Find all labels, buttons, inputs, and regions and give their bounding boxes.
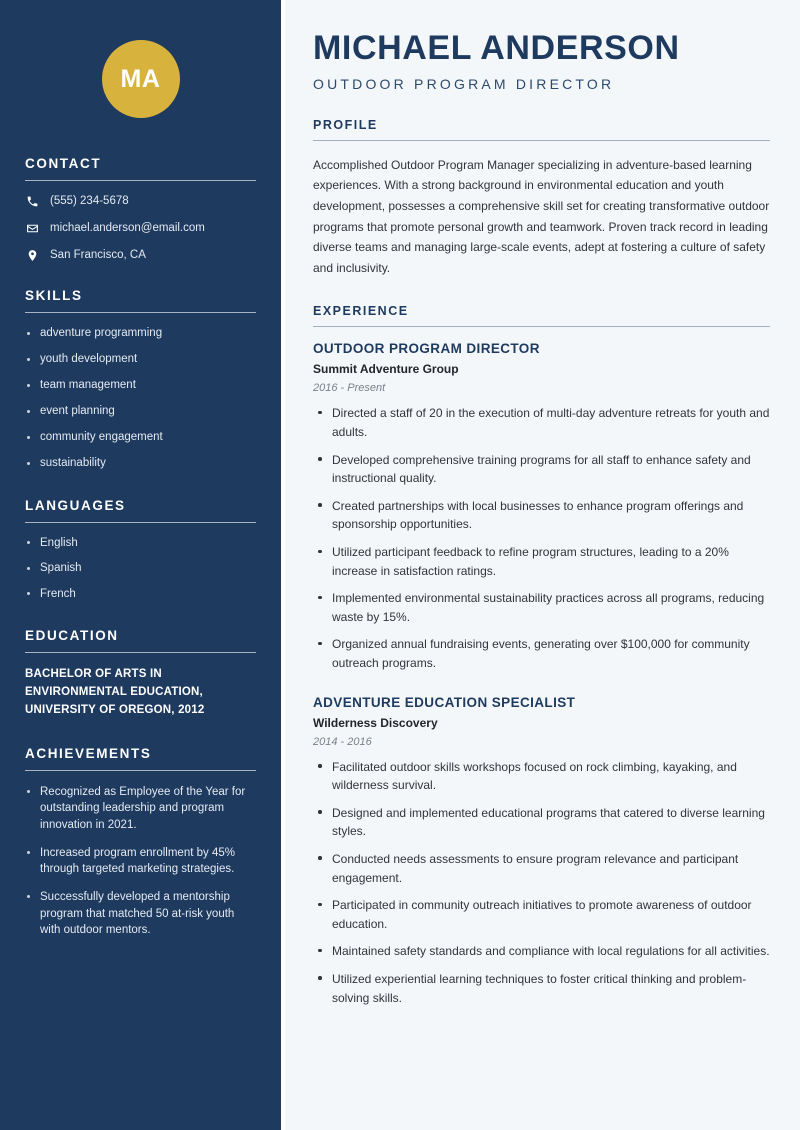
contact-item-email[interactable] (25, 221, 256, 235)
achievements-section (25, 746, 256, 939)
sidebar (0, 0, 281, 1130)
list-item: Spanish (25, 561, 256, 577)
avatar: MA (102, 40, 180, 118)
job-role: OUTDOOR PROGRAM DIRECTOR (313, 341, 540, 357)
list-item: English (25, 536, 256, 552)
list-item: Developed comprehensive training programs for all staff to enhance safety and instructional quality. (313, 451, 770, 488)
contact-section (25, 156, 256, 262)
job-bullet-list (313, 404, 770, 672)
list-item: Conducted needs assessments to ensure program relevance and participant engagement. (313, 850, 770, 887)
list-item: community engagement (25, 430, 256, 446)
list-item: Designed and implemented educational programs that catered to diverse learning styles. (313, 804, 770, 841)
job-dates: 2014 - 2016 (313, 735, 372, 748)
profile-text: Accomplished Outdoor Program Manager specializing in adventure-based learning experiences. With a strong background in environmental education and youth development, possesses a comprehensive skill set for creating transformative outdoor programs that promote personal growth and teamwork. Proven track record in leading diverse teams and managing large-scale events, adept at fostering a culture of safety and inclusivity. (313, 157, 770, 275)
job-company: Summit Adventure Group (313, 362, 459, 377)
contact-item-phone[interactable] (25, 194, 256, 208)
job-role: ADVENTURE EDUCATION SPECIALIST (313, 694, 576, 710)
skills-divider (25, 312, 256, 313)
page-title: MICHAEL ANDERSON (313, 29, 680, 67)
education-divider (25, 652, 256, 653)
list-item: team management (25, 378, 256, 394)
job-company: Wilderness Discovery (313, 715, 438, 730)
profile-divider (313, 140, 770, 141)
professional-title: OUTDOOR PROGRAM DIRECTOR (313, 75, 615, 92)
list-item: Facilitated outdoor skills workshops focused on rock climbing, kayaking, and wilderness survival. (313, 758, 770, 795)
skills-list (25, 326, 256, 472)
list-item: Created partnerships with local businesses to enhance program offerings and sponsorship opportunities. (313, 497, 770, 534)
phone-icon (25, 194, 39, 208)
achievements-divider (25, 770, 256, 771)
skills-section (25, 288, 256, 472)
list-item: Utilized participant feedback to refine program structures, leading to a 20% increase in satisfaction ratings. (313, 543, 770, 580)
list-item: Organized annual fundraising events, generating over $100,000 for community outreach programs. (313, 635, 770, 672)
phone-value: (555) 234-5678 (50, 195, 129, 207)
email-value: michael.anderson@email.com (50, 222, 205, 234)
list-item: sustainability (25, 456, 256, 472)
achievements-list (25, 784, 256, 939)
languages-section (25, 498, 256, 603)
skills-heading: SKILLS (25, 288, 83, 303)
experience-divider (313, 326, 770, 327)
list-item: event planning (25, 404, 256, 420)
experience-heading: EXPERIENCE (313, 304, 409, 319)
profile-section (313, 118, 770, 279)
location-value: San Francisco, CA (50, 249, 146, 261)
list-item: French (25, 587, 256, 603)
avatar-container (25, 0, 256, 156)
education-heading: EDUCATION (25, 628, 119, 644)
achievements-heading: ACHIEVEMENTS (25, 745, 152, 761)
main-content (285, 0, 800, 1130)
education-section (25, 628, 256, 719)
map-pin-icon (25, 248, 39, 262)
experience-entry (313, 341, 770, 394)
list-item: Implemented environmental sustainability practices across all programs, reducing waste by 15%. (313, 589, 770, 626)
envelope-icon (25, 221, 39, 235)
languages-heading: LANGUAGES (25, 497, 126, 513)
list-item: youth development (25, 352, 256, 368)
list-item: Utilized experiential learning techniques to foster critical thinking and problem-solving skills. (313, 970, 770, 1007)
list-item: Increased program enrollment by 45% through targeted marketing strategies. (25, 845, 256, 878)
list-item: adventure programming (25, 326, 256, 342)
experience-entry (313, 695, 770, 748)
job-dates: 2016 - Present (313, 382, 386, 395)
education-entry: BACHELOR OF ARTS IN ENVIRONMENTAL EDUCATION, UNIVERSITY OF OREGON, 2012 (25, 668, 205, 716)
languages-divider (25, 522, 256, 523)
experience-section (313, 304, 770, 1007)
contact-heading: CONTACT (25, 156, 102, 171)
list-item: Participated in community outreach initiatives to promote awareness of outdoor education. (313, 896, 770, 933)
contact-item-location[interactable] (25, 248, 256, 262)
list-item: Recognized as Employee of the Year for outstanding leadership and program innovation in 2021. (25, 784, 256, 834)
list-item: Successfully developed a mentorship program that matched 50 at-risk youth with outdoor mentors. (25, 889, 256, 939)
list-item: Directed a staff of 20 in the execution of multi-day adventure retreats for youth and adults. (313, 404, 770, 441)
list-item: Maintained safety standards and compliance with local regulations for all activities. (313, 942, 770, 961)
contact-divider (25, 180, 256, 181)
profile-heading: PROFILE (313, 117, 378, 132)
job-bullet-list (313, 758, 770, 1008)
languages-list (25, 536, 256, 603)
